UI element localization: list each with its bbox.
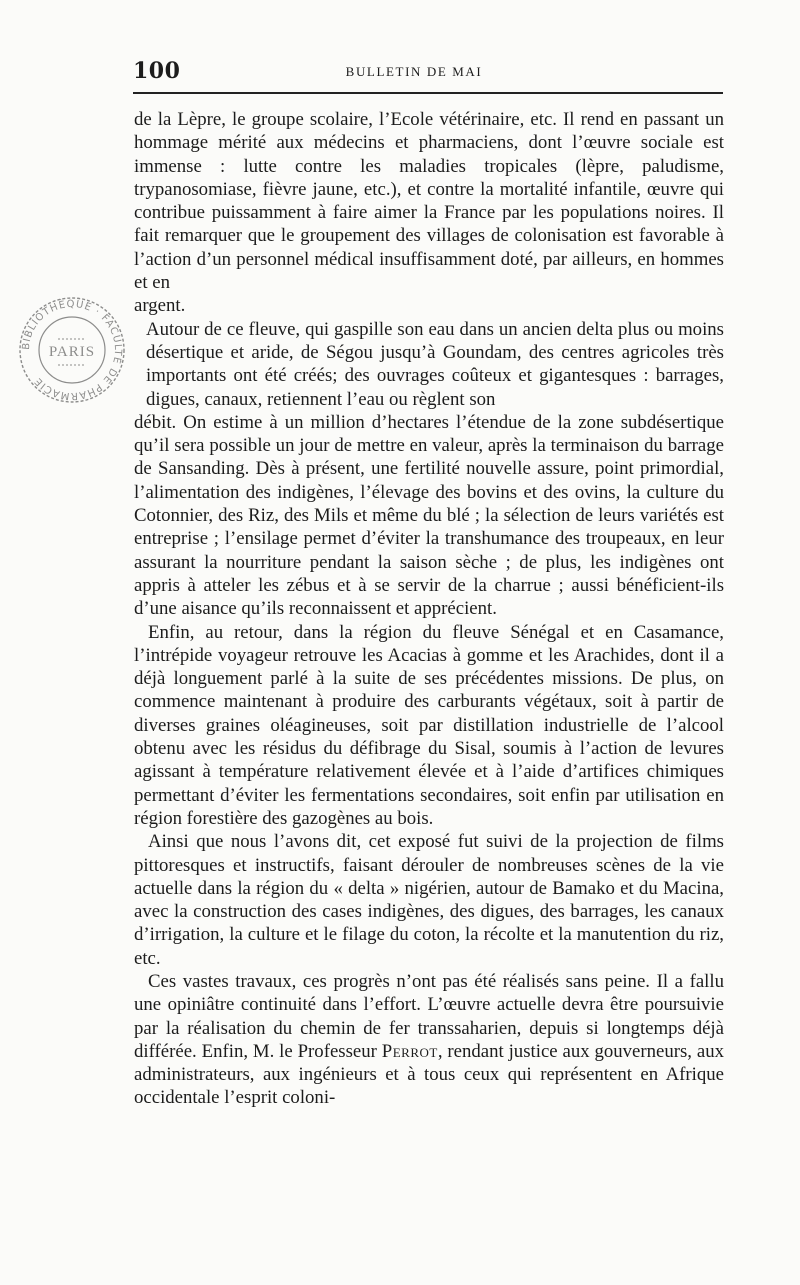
stamp-city: PARIS — [48, 344, 96, 360]
paragraph-2-line-2: ou moins désertique et aride, de Ségou jusqu’à Goundam, des centres agricoles très importants ont été créés; des ouvrages coûteux et gigantesques : barrages, digues, canaux, retiennent l’eau ou règlent son — [146, 318, 724, 410]
paragraph-5-text: Ces vastes travaux, ces progrès n’ont pas été réalisés sans peine. Il a fallu une opiniâtre continuité dans l’effort. L’œuvre actuelle devra être poursuivie par la réalisation du chemin de fer transsaharien, depuis si longtemps déjà différée. Enfin, M. le Professeur — [134, 970, 724, 1062]
stamp-ring-text: BIBLIOTHÈQUE · FACULTÉ DE PHARMACIE — [20, 298, 124, 402]
paragraph-3 — [134, 621, 724, 831]
paragraph-4-text: Ainsi que nous l’avons dit, cet exposé fut suivi de la projection de films pittoresques et instructifs, faisant dérouler de nombreuses scènes de la vie actuelle dans la région du « delta » nigérien, autour de Bamako et du Macina, avec la construction des cases indigènes, des digues, des barrages, les canaux d’irrigation, la culture et le filage du coton, la récolte et la manutention du riz, etc. — [134, 831, 724, 969]
paragraph-1 — [134, 108, 724, 318]
paragraph-2-cont — [134, 411, 724, 621]
author-name: Perrot — [381, 1040, 438, 1062]
paragraph-1-line-2: argent. — [134, 295, 186, 317]
paragraph-2-line-1: Autour de ce fleuve, qui gaspille son eau dans un ancien delta plus — [146, 318, 650, 340]
body-text — [134, 108, 724, 1110]
paragraph-5-tail: , rendant justice aux gouverneurs, aux administrateurs, aux ingénieurs et à tous ceux qui représentent en Afrique occidentale l’esprit coloni- — [134, 1040, 724, 1109]
running-head: BULLETIN DE MAI — [345, 64, 483, 79]
paragraph-3-text: Enfin, au retour, dans la région du fleuve Sénégal et en Casamance, l’intrépide voyageur retrouve les Acacias à gomme et les Arachides, dont il a déjà longuement parlé à la suite de ses précédentes missions. De plus, on commence maintenant à produire des carburants végétaux, soit à partir de diverses graines oléagineuses, soit par distillation industrielle de l’alcool obtenu avec les résidus du défibrage du Sisal, soumis à l’action de levures agissant à température relativement élevée et à l’aide d’artifices chimiques permettant d’éviter les fermentations secondaires, soit enfin par utilisation en région forestière des gazogènes au bois. — [134, 621, 724, 829]
paragraph-2-line-3: débit. On estime à un million d’hectares l’étendue de la zone subdésertique qu’il sera possible un jour de mettre en valeur, après la terminaison du barrage de Sansanding. Dès à présent, une fertilité nouvelle assure, point primordial, l’alimentation des indigènes, l’élevage des bovins et des ovins, la culture du Cotonnier, des Riz, des Mils et même du blé ; la sélection de leurs variétés est entreprise ; l’ensilage permet d’éviter la transhumance des troupeaux, en leur assurant la nourriture pendant la saison sèche ; de plus, les indigènes ont appris à atteler les zébus et à se servir de la charrue ; aussi bénéficient-ils d’une aisance qu’ils reconnaissent et apprécient. — [134, 411, 724, 620]
paragraph-5 — [134, 970, 724, 1110]
page-number: 100 — [133, 58, 181, 84]
library-stamp-icon — [14, 288, 144, 418]
header-rule — [133, 92, 723, 94]
paragraph-4 — [134, 830, 724, 970]
paragraph-1-line-1: de la Lèpre, le groupe scolaire, l’Ecole vétérinaire, etc. Il rend en passant un hommage mérité aux médecins et pharmaciens, dont l’œuvre sociale est immense : lutte contre les maladies tropicales (lèpre, paludisme, trypanosomiase, fièvre jaune, etc.), et contre la mortalité infantile, œuvre qui contribue puissamment à faire aimer la France par les populations noires. Il fait remarquer que le groupement des villages de colonisation est favorable à l’action d’un personnel médical insuffisamment doté, par ailleurs, en hommes et en — [134, 109, 724, 294]
paragraph-2 — [134, 318, 724, 411]
